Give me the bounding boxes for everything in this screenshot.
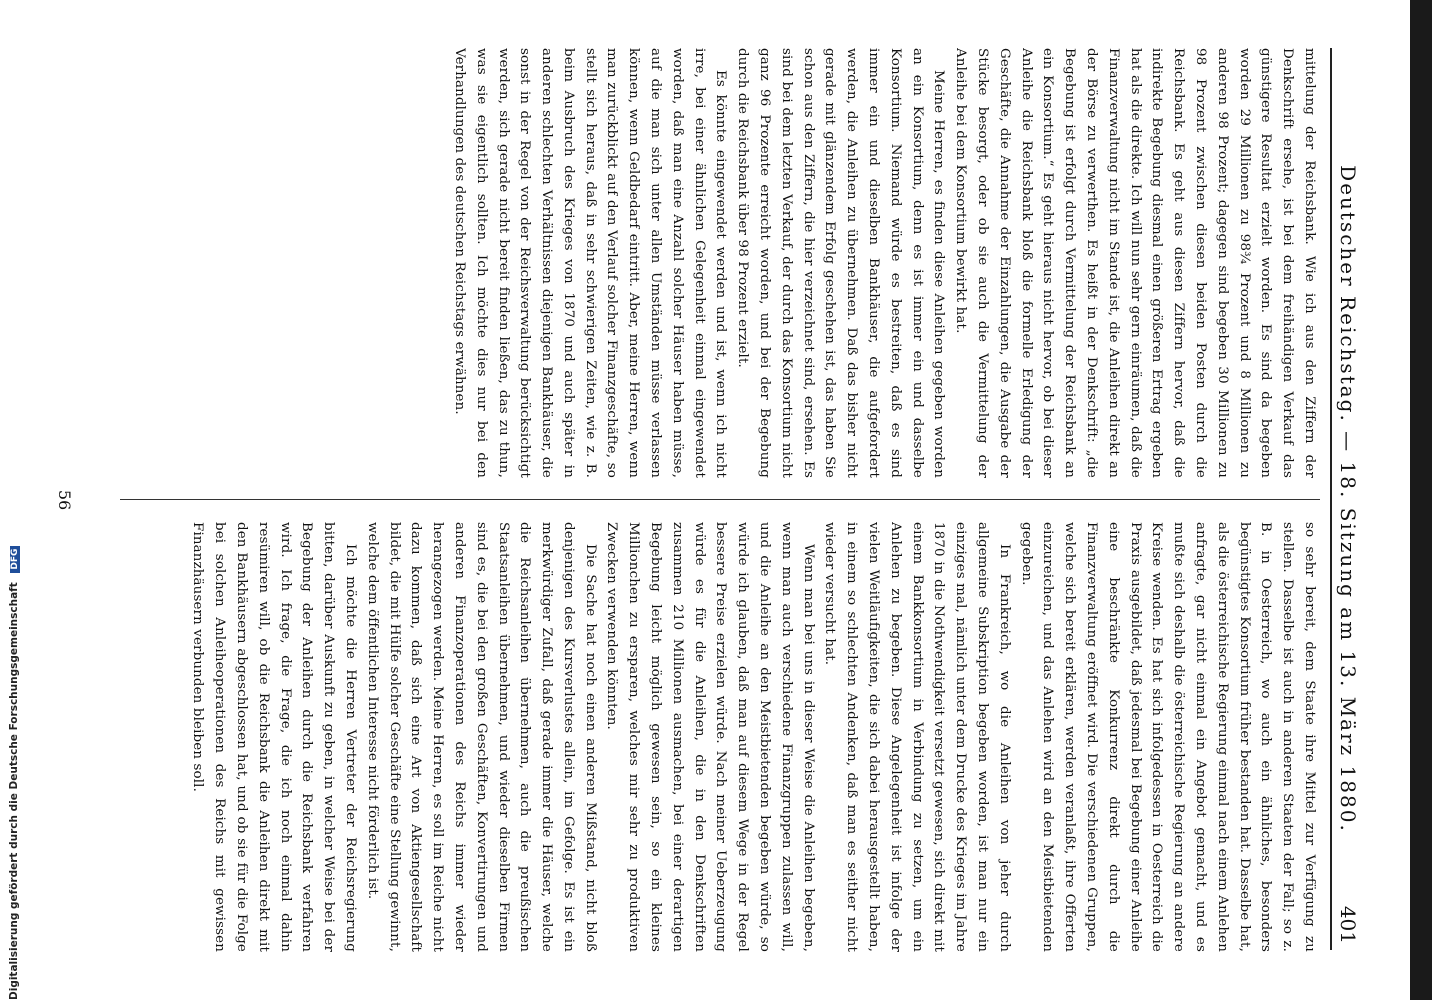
right-column [80,522,1320,952]
page-number: 401 [1336,905,1360,944]
paragraph: In Frankreich, wo die Anleihen von jeher durch allgemeine Subskription begeben worden, ist man nur ein einziges mal, nämlich unter dem Drucke des Krieges im Jahre 1870 in die Nothwendigkeit versetzt gewesen, sich direkt mit einem Bankkonsortium in Verbindung zu setzen, um ein Anlehen zu begeben. Diese Angelegenheit ist infolge der vielen Weitläufigkeiten, die sich dabei herausgestellt haben, in einem so schlechten Andenken, daß man es seither nicht wieder versucht hat. [822,522,1012,952]
sheet-number: 56 [55,489,74,511]
paragraph: Wenn man bei uns in dieser Weise die Anleihen begeben, wenn man auch verschiedene Finanzgruppen zulassen will, und die Anleihe an den Meistbietenden begeben würde, so würde ich glauben, daß man auf diesem Wege in der Regel bessere Preise erzielen würde. Nach meiner Ueberzeugung würde es für die Anleihen, die in den Denkschriften zusammen 210 Millionen ausmachen, bei einer derartigen Begebung leicht möglich gewesen sein, so ein kleines Millionchen zu ersparen, welches mir sehr zu produktiven Zwecken verwenden könnten. [604,522,816,952]
left-column [80,48,1320,478]
paragraph: so sehr bereit, dem Staate ihre Mittel zur Verfügung zu stellen. Dasselbe ist auch in anderen Staaten der Fall; so z. B. in Oesterreich, wo auch ein ähnliches, besonders begünstigtes Konsortium früher bestanden hat. Dasselbe hat, als die österreichische Regierung einmal nach einem Anlehen anfragte, gar nicht einmal ein Angebot gemacht, und es mußte sich deshalb die österreichische Regierung an andere Kreise wenden. Es hat sich infolgedessen in Oesterreich die Praxis ausgebildet, daß jedesmal bei Begebung einer Anleihe eine beschränkte Konkurrenz direkt durch die Finanzverwaltung eröffnet wird. Die verschiedenen Gruppen, welche sich bereit erklären, werden veranlaßt, ihre Offerten einzureichen, und das Anlehen wird an den Meistbietenden gegeben. [1018,522,1317,952]
paragraph: Ich möchte die Herren Vertreter der Reichsregierung bitten, darüber Auskunft zu geben, in welcher Weise bei der Begebung der Anleihen durch die Reichsbank verfahren wird. Ich frage, die Frage, die ich noch einmal dahin resümiren will, ob die Reichsbank die Anleihen direkt mit den Bankhäusern abgeschlossen hat, und ob sie für die Folge bei solchen Anleiheoperationen des Reichs mit gewissen Finanzhäusern verbunden bleiben soll. [190,522,358,952]
paragraph: Meine Herren, es finden diese Anleihen gegeben worden an ein Konsortium, denn es ist immer ein und dasselbe Konsortium. Niemand würde es bestreiten, daß es sind immer ein und dieselben Bankhäuser, die aufgefordert werden, die Anleihen zu übernehmen. Daß das bisher nicht gerade mit glänzendem Erfolg geschehen ist, das haben Sie schon aus den Ziffern, die hier verzeichnet sind, ersehen. Es sind bei dem letzten Verkauf, der durch das Konsortium nicht ganz 96 Prozente erreicht worden, und bei der Begebung durch die Reichsbank über 98 Prozent erzielt. [735,48,947,478]
column-divider [120,499,1320,500]
dfg-logo: DFG [10,546,20,573]
credit-text: Digitalisierung gefördert durch die Deutsche Forschungsgemeinschaft [8,582,20,1000]
paragraph: Die Sache hat noch einen anderen Mißstand, nicht bloß denjenigen des Kursverlustes allein, im Gefolge. Es ist ein merkwürdiger Zufall, daß gerade immer die Häuser, welche die Reichsanleihen übernehmen, auch die preußischen Staatsanleihen übernehmen, und wieder dieselben Firmen sind es, die bei den großen Geschäften, Konvertirungen und anderen Finanzoperationen des Reichs immer wieder herangezogen werden. Meine Herren, es soll im Reiche nicht dazu kommen, daß sich eine Art von Aktiengesellschaft bildet, die mit Hülfe solcher Geschäfte eine Stellung gewinnt, welche dem öffentlichen Interesse nicht förderlich ist. [364,522,598,952]
page-header [1330,48,1360,950]
paragraph: mittelung der Reichsbank. Wie ich aus den Ziffern der Denkschrift ersehe, ist bei dem freihändigen Verkauf das günstigere Resultat erzielt worden. Es sind da begeben worden 29 Millionen zu 98¾ Prozent und 8 Millionen zu anderen 98 Prozent; dagegen sind begeben 30 Millionen zu 98 Prozent zwischen diesen beiden Posten durch die Reichsbank. Es geht aus diesen Ziffern hervor, daß die indirekte Begebung diesmal einen größeren Ertrag ergeben hat als die direkte. Ich will nun sehr gern einräumen, daß die Finanzverwaltung nicht im Stande ist, die Anleihen direkt an der Börse zu verwerthen. Es heißt in der Denkschrift: „die Begebung ist erfolgt durch Vermittelung der Reichsbank an ein Konsortium.“ Es geht hieraus nicht hervor, ob bei dieser Anleihe die Reichsbank bloß die formelle Erledigung der Geschäfte, die Annahme der Einzahlungen, die Ausgabe der Stücke besorgt, oder ob sie auch die Vermittelung der Anleihe bei dem Konsortium bewirkt hat. [953,48,1317,478]
page-title: Deutscher Reichstag. — 18. Sitzung am 13. März 1880. [1336,165,1360,833]
scanner-edge [1410,0,1432,1000]
paragraph: Es könnte eingewendet werden und ist, wenn ich nicht irre, bei einer ähnlichen Gelegenheit einmal eingewendet worden, daß man eine Anzahl solcher Häuser haben müsse, auf die man sich unter allen Umständen müsse verlassen können, wenn Geldbedarf eintritt. Aber, meine Herren, wenn man zurückblickt auf den Verlauf solcher Finanzgeschäfte, so stellt sich heraus, daß in sehr schwierigen Zeiten, wie z. B. beim Ausbruch des Krieges von 1870 und auch später in anderen schlechten Verhältnissen diejenigen Bankhäuser, die sonst in der Regel von der Reichsverwaltung berücksichtigt werden, sich gerade nicht bereit finden ließen, das zu thun, was sie eigentlich sollten. Ich möchte dies nur bei den Verhandlungen des deutschen Reichstags erwähnen. [451,48,729,478]
